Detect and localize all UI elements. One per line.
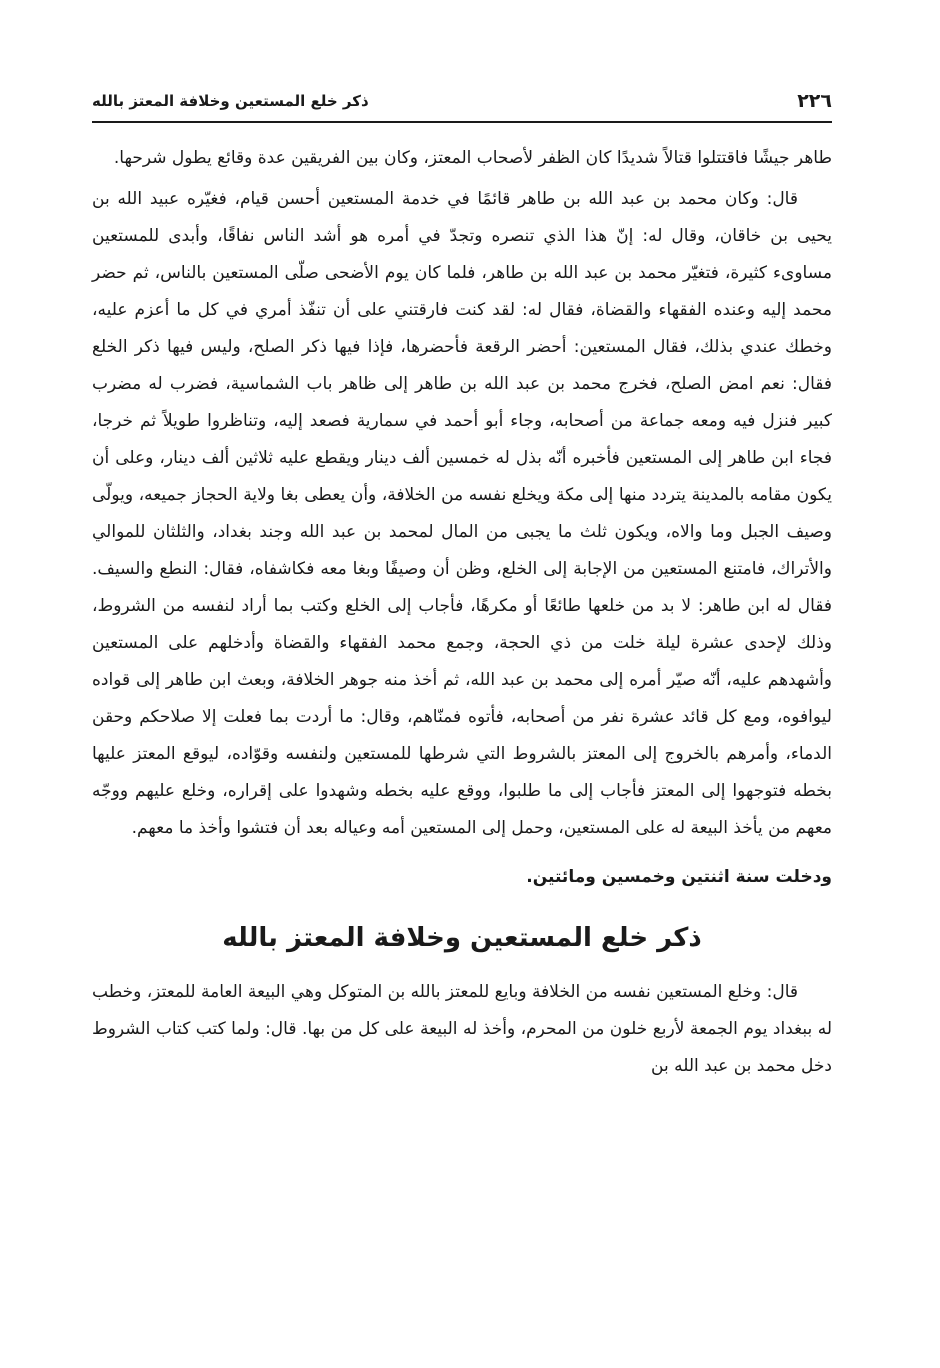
- paragraph-section-start: قال: وخلع المستعين نفسه من الخلافة وبايع للمعتز بالله بن المتوكل وهي البيعة العامة للمعتز، وخطب له ببغداد يوم الجمعة لأربع خلون من المحرم، وأخذ له البيعة على كل من بها. قال: ولما كتب كتاب الشروط دخل محمد بن عبد الله بن: [92, 982, 832, 1076]
- book-page: [92, 0, 832, 1368]
- page-number: ٢٢٦: [797, 90, 832, 112]
- body-text: [92, 140, 832, 1089]
- running-header-title: ذكر خلع المستعين وخلافة المعتز بالله: [92, 92, 369, 110]
- paragraph-continued: طاهر جيشًا فاقتتلوا قتالاً شديدًا كان الظفر لأصحاب المعتز، وكان بين الفريقين عدة وقائع يطول شرحها.: [113, 148, 832, 168]
- year-entry-note: ودخلت سنة اثنتين وخمسين ومائتين.: [526, 867, 832, 887]
- header-divider: [92, 121, 832, 123]
- running-header: [92, 86, 832, 116]
- paragraph-narrative: قال: وكان محمد بن عبد الله بن طاهر قائمًا في خدمة المستعين أحسن قيام، فغيّره عبيد الله بن يحيى بن خاقان، وقال له: إنّ هذا الذي تنصره وتجدّ في أمره هو أشد الناس نفاقًا، وأبدى للمستعين مساوىء كثيرة، فتغيّر محمد بن عبد الله بن طاهر، فلما كان يوم الأضحى صلّى المستعين بالناس، ثم حضر محمد إليه وعنده الفقهاء والقضاة، فقال له: لقد كنت فارقتني على أن تنفّذ أمري في كل ما أعزم عليه، وخطك عندي بذلك، فقال المستعين: أحضر الرقعة فأحضرها، فإذا فيها ذكر الصلح، وليس فيها ذكر الخلع فقال: نعم امض الصلح، فخرج محمد بن عبد الله بن طاهر إلى ظاهر باب الشماسية، فضرب له مضرب كبير فنزل فيه ومعه جماعة من أصحابه، وجاء أبو أحمد في سمارية فصعد إليه، وتناظروا طويلاً ثم خرجا، فجاء ابن طاهر إلى المستعين فأخبره أنّه بذل له خمسين ألف دينار ويقطع عليه ثلاثين ألف دينار، وعلى أن يكون مقامه بالمدينة يتردد منها إلى مكة ويخلع نفسه من الخلافة، وأن يعطى بغا ولاية الحجاز جميعه، ويولّى وصيف الجبل وما والاه، ويكون ثلث ما يجبى من المال لمحمد بن عبد الله وجند بغداد، والثلثان للموالي والأتراك، فامتنع المستعين من الإجابة إلى الخلع، وظن أن وصيفًا وبغا معه فكاشفاه، فقال: النطع والسيف. فقال له ابن طاهر: لا بد من خلعها طائعًا أو مكرهًا، فأجاب إلى الخلع وكتب بما أراد لنفسه من الشروط، وذلك لإحدى عشرة ليلة خلت من ذي الحجة، وجمع محمد الفقهاء والقضاة وأدخلهم على المستعين وأشهدهم عليه، أنّه صيّر أمره إلى محمد بن عبد الله، ثم أخذ منه جوهر الخلافة، وبعث ابن طاهر إلى قواده ليوافوه، ومع كل قائد عشرة نفر من أصحابه، فأتوه فمنّاهم، وقال: ما أردت بما فعلت إلا صلاحكم وحقن الدماء، وأمرهم بالخروج إلى المعتز بالشروط التي شرطها للمستعين ولنفسه وقوّاده، ليوقع المعتز عليها بخطه فتوجهوا إلى المعتز فأجاب إلى ما طلبوا، ووقع عليه بخطه وشهدوا على إقراره، وخلع عليهم ووجّه معهم من يأخذ البيعة له على المستعين، وحمل إلى المستعين أمه وعياله بعد أن فتشوا وأخذ ما معهم.: [92, 189, 832, 838]
- section-heading: ذكر خلع المستعين وخلافة المعتز بالله: [222, 923, 702, 953]
